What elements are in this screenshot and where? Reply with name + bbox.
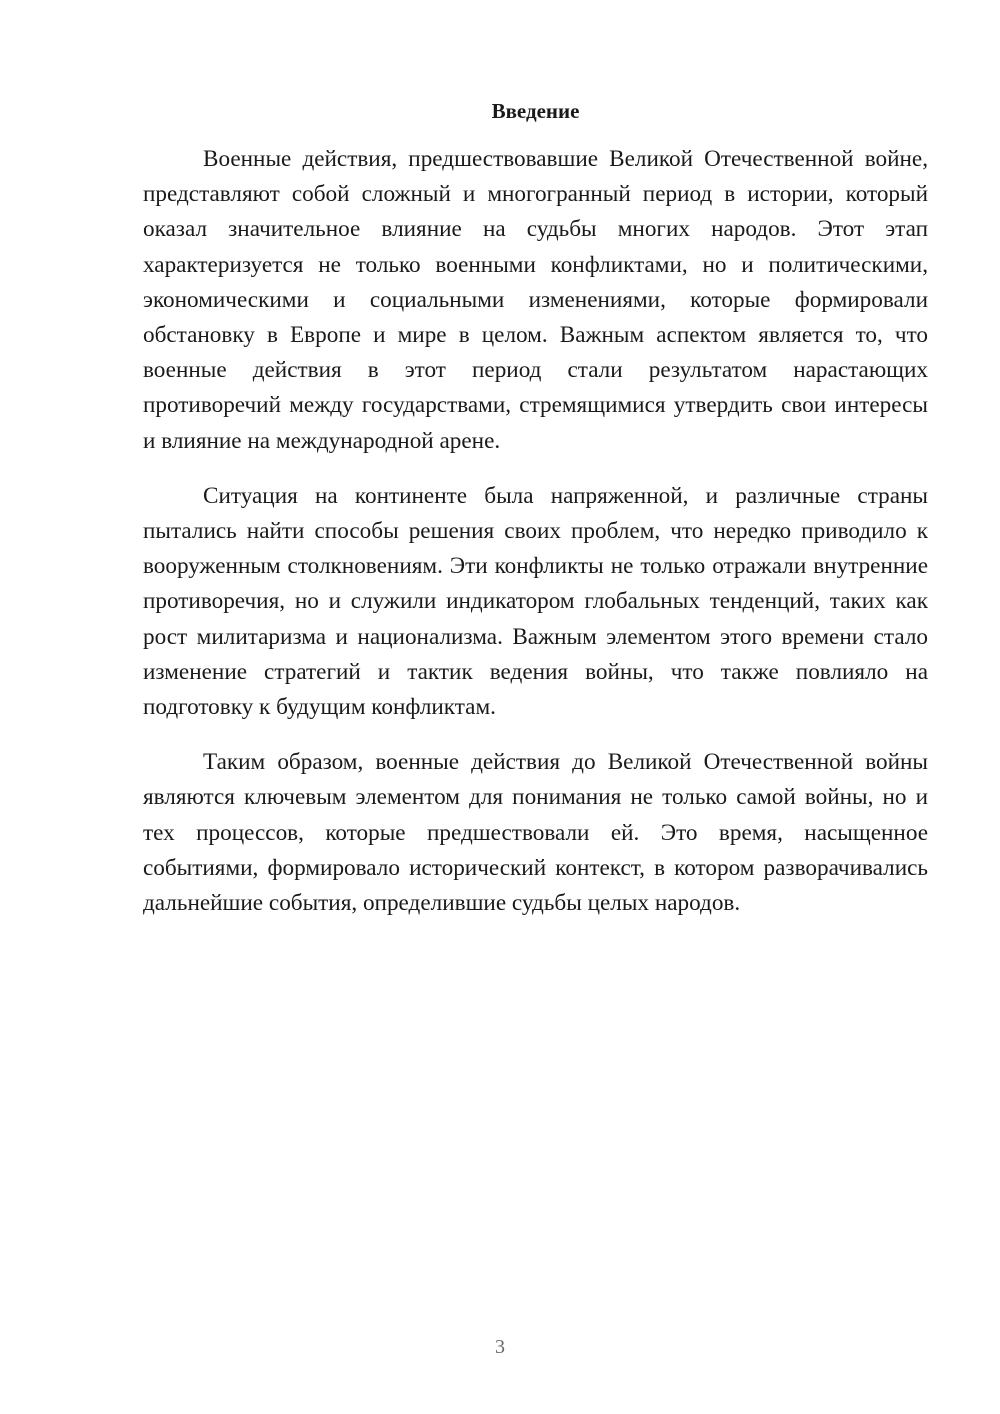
paragraph-2: Ситуация на континенте была напряженной, и различные страны пытались найти способы решения своих проблем, что нередко приводило к вооруженным столкновениям. Эти конфликты не только отражали внутренние противоречия, но и служили индикатором глобальных тенденций, таких как рост милитаризма и национализма. Важным элементом этого времени стало изменение стратегий и тактик ведения войны, что также повлияло на подготовку к будущим конфликтам.	[143, 482, 928, 721]
body-text	[143, 142, 928, 941]
page-number: 3	[495, 1336, 505, 1358]
paragraph-1: Военные действия, предшествовавшие Великой Отечественной войне, представляют собой сложный и многогранный период в истории, который оказал значительное влияние на судьбы многих народов. Этот этап характеризуется не только военными конфликтами, но и политическими, экономическими и социальными изменениями, которые формировали обстановку в Европе и мире в целом. Важным аспектом является то, что военные действия в этот период стали результатом нарастающих противоречий между государствами, стремящимися утвердить свои интересы и влияние на международной арене.	[143, 146, 928, 454]
section-title: Введение	[491, 99, 580, 123]
paragraph-3: Таким образом, военные действия до Великой Отечественной войны являются ключевым элементом для понимания не только самой войны, но и тех процессов, которые предшествовали ей. Это время, насыщенное событиями, формировало исторический контекст, в котором разворачивались дальнейшие события, определившие судьбы целых народов.	[143, 749, 928, 917]
